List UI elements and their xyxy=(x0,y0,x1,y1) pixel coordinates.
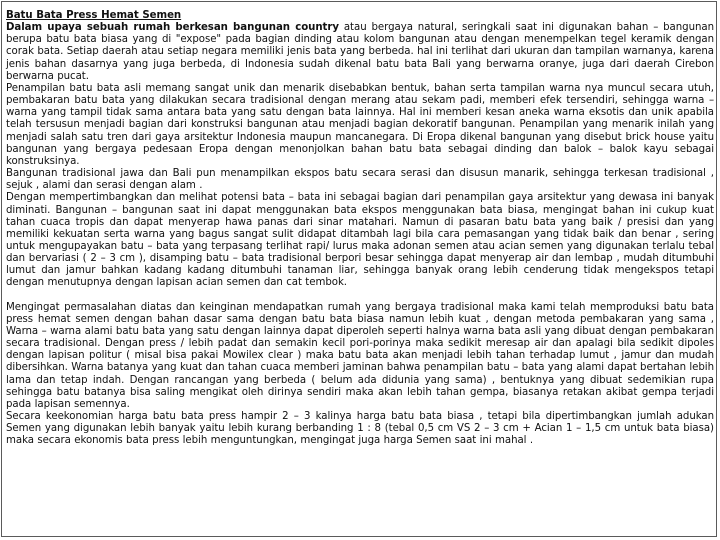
paragraph-1-text: atau bergaya natural, seringkali saat ini digunakan bahan – bangunan berupa batu bata biasa yang di "expose" pada bagian dinding atau kolom bangunan atau dengan menempelkan tegel keramik dengan corak bata. Setiap daerah atau setiap negara memiliki jenis bata yang berbeda. hal ini terlihat dari ukuran dan tampilan warnanya, karena jenis bahan dasarnya yang juga berbeda, di Indonesia sudah dikenal batu bata Bali yang berwarna oranye, juga dari daerah Cirebon berwarna pucat. xyxy=(6,22,714,82)
paragraph-6 xyxy=(6,411,714,447)
paragraph-2 xyxy=(6,83,714,168)
paragraph-6-text: Secara keekonomian harga batu bata press hampir 2 – 3 kalinya harga batu bata biasa , tetapi bila dipertimbangkan jumlah adukan Semen yang digunakan lebih banyak yaitu lebih kurang berbanding 1 : 8 (tebal 0,5 cm VS 2 – 3 cm + Acian 1 – 1,5 cm untuk bata biasa) maka secara ekonomis bata press lebih menguntungkan, mengingat juga harga Semen saat ini mahal . xyxy=(6,411,714,447)
paragraph-1-lead: Dalam upaya sebuah rumah berkesan bangunan country xyxy=(6,22,339,34)
document-title: Batu Bata Press Hemat Semen xyxy=(6,10,182,21)
paragraph-3-text: Bangunan tradisional jawa dan Bali pun menampilkan ekspos batu secara serasi dan disusun manarik, sehingga terkesan tradisional , sejuk , alami dan serasi dengan alam . xyxy=(6,168,714,192)
paragraph-3 xyxy=(6,168,714,192)
document-body xyxy=(6,10,714,447)
paragraph-5-text: Mengingat permasalahan diatas dan keinginan mendapatkan rumah yang bergaya tradisional maka kami telah memproduksi batu bata press hemat semen dengan bahan dasar sama dengan batu bata biasa namun lebih kuat , dengan metoda pembakaran yang sama , Warna – warna alami batu bata yang satu dengan lainnya dapat diperoleh seperti halnya warna bata asli yang dibuat dengan pembakaran secara tradisional. Dengan press / lebih padat dan semakin kecil pori-porinya maka sedikit meresap air dan apalagi bila sedikit dipoles dengan lapisan politur ( misal bisa pakai Mowilex clear ) maka batu bata akan menjadi lebih tahan terhadap lumut , jamur dan mudah dibersihkan. Warna batanya yang kuat dan tahan cuaca memberi jaminan bahwa penampilan batu – bata yang alami dapat bertahan lebih lama dan tetap indah. Dengan rancangan yang berbeda ( belum ada didunia yang sama) , bentuknya yang dibuat sedemikian rupa sehingga batu batanya bisa saling mengikat oleh dirinya sendiri maka akan lebih tahan gempa, biasanya retakan akibat gempa terjadi pada lapisan semennya. xyxy=(6,301,714,410)
document-frame xyxy=(1,1,717,537)
paragraph-4 xyxy=(6,192,714,289)
paragraph-5 xyxy=(6,302,714,411)
paragraph-4-text: Dengan mempertimbangkan dan melihat potensi bata – bata ini sebagai bagian dari penampilan gaya arsitektur yang dewasa ini banyak diminati. Bangunan – bangunan saat ini dapat menggunakan bata ekspos menggunakan bata biasa, mengingat bahan ini cukup kuat tahan cuaca tropis dan dapat menyerap hawa panas dari sinar matahari. Namun di pasaran batu bata yang baik / presisi dan yang memiliki kekuatan serta warna yang bagus sangat sulit didapat ditambah lagi bila cara pemasangan yang tidak baik dan benar , sering untuk mengupayakan batu – bata yang terpasang terlihat rapi/ lurus maka adonan semen atau acian semen yang digunakan terlalu tebal dan bervariasi ( 2 – 3 cm ), disamping batu – bata tradisional berpori besar sehingga dapat menyerap air dan lembap , mudah ditumbuhi lumut dan jamur bahkan kadang kadang ditumbuhi tanaman liar, sehingga banyak orang lebih cenderung tidak mengekspos tetapi dengan menutupnya dengan lapisan acian semen dan cat tembok. xyxy=(6,192,714,289)
paragraph-2-text: Penampilan batu bata asli memang sangat unik dan menarik disebabkan bentuk, bahan serta tampilan warna nya muncul secara utuh, pembakaran batu bata yang dilakukan secara tradisional dengan merang atau sekam padi, memberi efek tersendiri, sehingga warna – warna yang tampil tidak sama antara bata yang satu dengan bata lainnya. Hal ini memberi kesan aneka warna eksotis dan unik apabila telah tersusun menjadi bagian dari konstruksi bangunan atau menjadi bagian dekoratif bangunan. Penampilan yang menarik inilah yang menjadi salah satu tren dari gaya arsitektur Indonesia maupun mancanegara. Di Eropa dikenal bangunan yang disebut brick house yaitu bangunan yang bergaya pedesaan Eropa dengan menonjolkan bahan batu bata sebagai dinding dan balok – balok kayu sebagai konstruksinya. xyxy=(6,82,714,167)
paragraph-gap xyxy=(6,290,714,302)
paragraph-1 xyxy=(6,22,714,83)
